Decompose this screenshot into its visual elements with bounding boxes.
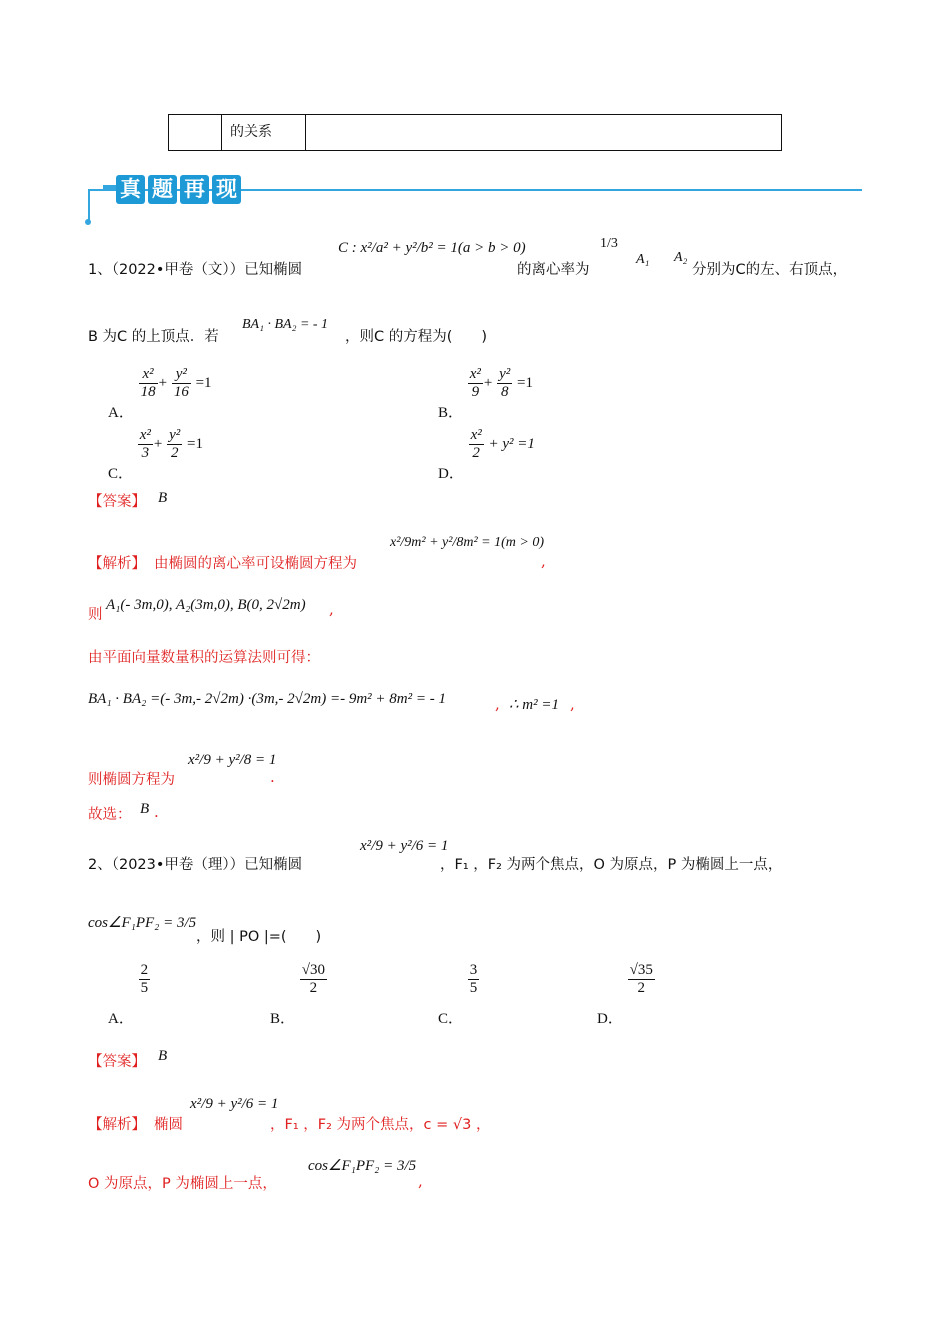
frac-num: y² bbox=[497, 366, 512, 384]
section-banner bbox=[116, 175, 241, 204]
table-cell-empty bbox=[169, 115, 222, 150]
q1-analysis-2-eq: A₁(- 3m,0), A₂(3m,0), B(0, 2√2m) bbox=[106, 597, 306, 613]
frac-num: x² bbox=[469, 427, 484, 445]
frac-den: 2 bbox=[637, 980, 645, 997]
q1-dot-product: BA₁ · BA₂ = - 1 bbox=[242, 317, 329, 332]
q1-option-d[interactable] bbox=[438, 427, 535, 483]
q2-mid: ，F₁ ，F₂ 为两个焦点，O 为原点，P 为椭圆上一点， bbox=[440, 857, 783, 873]
q1-comma: , bbox=[541, 552, 546, 570]
q2-analysis-tag: 【解析】 bbox=[88, 1117, 146, 1133]
frac-num: x² bbox=[139, 366, 158, 384]
q1-prefix: 1、（2022•甲卷（文））已知椭圆 bbox=[88, 262, 303, 278]
q1-choose: B bbox=[140, 801, 150, 817]
q1-analysis-5-eq: x²/9 + y²/8 = 1 bbox=[188, 752, 277, 768]
banner-tab bbox=[103, 185, 117, 189]
q2-option-a[interactable] bbox=[108, 962, 151, 1028]
q2-option-d[interactable] bbox=[597, 962, 656, 1028]
banner-char: 现 bbox=[212, 175, 241, 204]
q1-a1: A₁ bbox=[636, 252, 650, 267]
q2-answer: B bbox=[158, 1048, 168, 1064]
banner-vertical-rule bbox=[88, 189, 90, 223]
frac-num: x² bbox=[468, 366, 483, 384]
frac-num: y² bbox=[172, 366, 191, 384]
frac-den: 3 bbox=[141, 445, 150, 462]
frac-num: 2 bbox=[139, 962, 151, 980]
frac-den: 9 bbox=[471, 384, 480, 401]
q1-mid: 的离心率为 bbox=[517, 262, 590, 278]
table-cell-relation: 的关系 bbox=[222, 115, 306, 150]
q2-condition: cos∠F₁PF₂ = 3/5 bbox=[88, 915, 197, 931]
frac-den: 18 bbox=[140, 384, 156, 401]
option-label: D． bbox=[597, 1011, 623, 1028]
frac-den: 8 bbox=[500, 384, 509, 401]
q1-line2b: ，则C 的方程为( ) bbox=[345, 329, 488, 345]
q1-comma-3: , bbox=[495, 695, 500, 713]
option-label: B． bbox=[438, 405, 464, 422]
frac-num: √35 bbox=[628, 962, 655, 980]
option-label: C． bbox=[438, 1011, 464, 1028]
banner-char: 再 bbox=[180, 175, 209, 204]
frac-den: 16 bbox=[173, 384, 189, 401]
q2-analysis-2: O 为原点，P 为椭圆上一点， bbox=[88, 1176, 277, 1192]
q2-option-b[interactable] bbox=[270, 962, 328, 1028]
q2-ask: ，则 | PO |=( ) bbox=[196, 929, 322, 945]
q1-analysis-5-pre: 则椭圆方程为 bbox=[88, 772, 175, 788]
q2-analysis-2-eq: cos∠F₁PF₂ = 3/5 bbox=[308, 1158, 417, 1174]
q2-analysis-1: 椭圆 bbox=[154, 1117, 183, 1133]
q1-analysis-tag: 【解析】 bbox=[88, 556, 146, 572]
q2-prefix: 2、（2023•甲卷（理））已知椭圆 bbox=[88, 857, 303, 873]
q1-option-b[interactable]: B． $\frac{\text{x²}}{9}$ + $\frac{\text{y²}}{8}$ =1 bbox=[438, 366, 534, 422]
q1-option-a[interactable]: A． $\frac{\text{x²}}{18}$ + $\frac{\text{y²}}{16}$ =1 bbox=[108, 366, 212, 422]
q1-option-c[interactable]: C． $\frac{\text{x²}}{3}$ + $\frac{\text{y²}}{2}$ =1 bbox=[108, 427, 204, 483]
frac-den: 5 bbox=[140, 980, 149, 997]
frac-den: 2 bbox=[472, 445, 480, 462]
option-label: D． bbox=[438, 466, 464, 483]
option-rhs: =1 bbox=[187, 436, 204, 453]
frac-num: x² bbox=[138, 427, 153, 445]
q1-ellipse-equation bbox=[338, 240, 526, 257]
q2-analysis-1-eq: x²/9 + y²/6 = 1 bbox=[190, 1096, 279, 1112]
frac-den: 2 bbox=[309, 980, 318, 997]
option-label: A． bbox=[108, 1011, 134, 1028]
q1-period: . bbox=[270, 768, 275, 786]
banner-char: 题 bbox=[148, 175, 177, 204]
relation-table bbox=[168, 114, 782, 151]
q1-period-2: . bbox=[154, 803, 159, 821]
q2-eq: x²/9 + y²/6 = 1 bbox=[360, 838, 449, 854]
q2-comma: , bbox=[418, 1172, 423, 1190]
option-rhs: + y² =1 bbox=[488, 436, 535, 453]
option-rhs: =1 bbox=[517, 375, 534, 392]
q1-eccentricity: 1/3 bbox=[600, 236, 618, 251]
q1-comma-2: , bbox=[329, 600, 334, 618]
q1-line2a: B 为C 的上顶点．若 bbox=[88, 329, 219, 345]
banner-dot bbox=[85, 219, 91, 225]
frac-num: y² bbox=[167, 427, 182, 445]
option-label: A． bbox=[108, 405, 134, 422]
frac-num: 3 bbox=[468, 962, 480, 980]
option-label: B． bbox=[270, 1011, 296, 1028]
frac-den: 2 bbox=[170, 445, 179, 462]
q1-comma-4: , bbox=[570, 695, 575, 713]
q1-a2: A₂ bbox=[674, 250, 688, 265]
q1-answer: B bbox=[158, 490, 168, 506]
q1-suffix: 分别为C的左、右顶点， bbox=[692, 262, 848, 278]
banner-char: 真 bbox=[116, 175, 145, 204]
q1-analysis-1: 由椭圆的离心率可设椭圆方程为 bbox=[154, 556, 357, 572]
q1-analysis-1-eq: x²/9m² + y²/8m² = 1(m > 0) bbox=[390, 535, 544, 550]
q1-analysis-2-pre: 则 bbox=[88, 607, 103, 623]
q1-analysis-3: 由平面向量数量积的运算法则可得： bbox=[88, 650, 320, 666]
frac-num: √30 bbox=[300, 962, 327, 980]
q2-option-c[interactable] bbox=[438, 962, 480, 1028]
q2-answer-tag: 【答案】 bbox=[88, 1054, 146, 1070]
option-label: C． bbox=[108, 466, 134, 483]
frac-den: 5 bbox=[469, 980, 478, 997]
option-rhs: =1 bbox=[195, 375, 212, 392]
q1-analysis-4-eq: BA₁ · BA₂ =(- 3m,- 2√2m) ·(3m,- 2√2m) =- 9m² + 8m² = - 1 bbox=[88, 691, 446, 707]
q1-answer-tag: 【答案】 bbox=[88, 494, 146, 510]
q1-eq-text: C : x²/a² + y²/b² = 1(a > b > 0) bbox=[338, 240, 526, 256]
q1-analysis-4-tail: ∴ m² =1 bbox=[509, 697, 559, 713]
q1-choose-pre: 故选： bbox=[88, 807, 132, 823]
q2-analysis-1-tail: ，F₁ ，F₂ 为两个焦点，c = √3 ， bbox=[270, 1117, 491, 1133]
